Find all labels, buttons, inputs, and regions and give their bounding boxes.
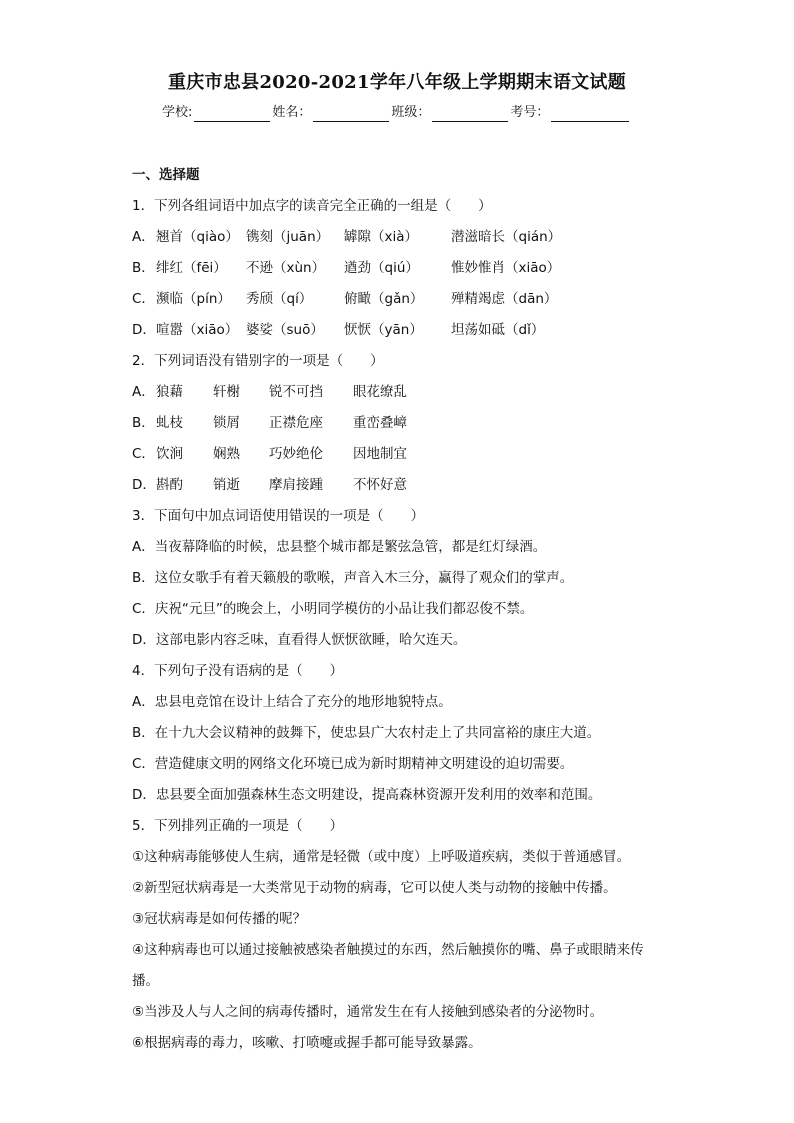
questions bbox=[132, 191, 672, 1059]
question-5-stem: 5．下列排列正确的一项是（ ） bbox=[132, 818, 344, 834]
option-letter: C． bbox=[132, 291, 155, 307]
option-item: 喧嚣（xiāo） bbox=[156, 322, 239, 338]
question-1-option-b bbox=[132, 253, 672, 284]
question-2-option-d bbox=[132, 470, 672, 501]
option-letter: A． bbox=[132, 384, 155, 400]
question-2-option-b bbox=[132, 408, 672, 439]
option-letter: A． bbox=[132, 229, 155, 245]
question-3-option-c: C．庆祝“元旦”的晚会上，小明同学模仿的小品让我们都忍俊不禁。 bbox=[132, 601, 534, 617]
option-letter: D． bbox=[132, 322, 156, 338]
question-5-line-5: ⑤当涉及人与人之间的病毒传播时，通常发生在有人接触到感染者的分泌物时。 bbox=[132, 1004, 604, 1020]
option-item: 婆娑（suō） bbox=[246, 322, 324, 338]
option-item: 正襟危座 bbox=[269, 415, 323, 431]
option-letter: D． bbox=[132, 477, 156, 493]
question-1-stem: 1．下列各组词语中加点字的读音完全正确的一组是（ ） bbox=[132, 198, 492, 214]
option-item: 虬枝 bbox=[156, 415, 183, 431]
section-title: 一、选择题 bbox=[132, 167, 200, 183]
option-item: 恹恹（yān） bbox=[344, 322, 423, 338]
question-5-line-4-cont: 播。 bbox=[132, 973, 159, 989]
option-item: 镌刻（juān） bbox=[246, 229, 330, 245]
question-5-line-1: ①这种病毒能够使人生病，通常是轻微（或中度）上呼吸道疾病，类似于普通感冒。 bbox=[132, 849, 631, 865]
option-item: 摩肩接踵 bbox=[269, 477, 323, 493]
question-5-line-3: ③冠状病毒是如何传播的呢？ bbox=[132, 911, 307, 927]
option-item: 坦荡如砥（dǐ） bbox=[451, 322, 545, 338]
option-letter: B． bbox=[132, 260, 155, 276]
option-item: 锐不可挡 bbox=[269, 384, 323, 400]
question-5-line-6: ⑥根据病毒的毒力，咳嗽、打喷嚏或握手都可能导致暴露。 bbox=[132, 1035, 482, 1051]
question-3-option-b: B．这位女歌手有着天籁般的歌喉，声音入木三分，赢得了观众们的掌声。 bbox=[132, 570, 574, 586]
exam-number-label: 考号： bbox=[510, 105, 550, 120]
option-item: 不怀好意 bbox=[353, 477, 407, 493]
option-item: 眼花缭乱 bbox=[353, 384, 407, 400]
question-5-line-2: ②新型冠状病毒是一大类常见于动物的病毒，它可以使人类与动物的接触中传播。 bbox=[132, 880, 617, 896]
question-2-option-a bbox=[132, 377, 672, 408]
option-item: 巧妙绝伦 bbox=[269, 446, 323, 462]
option-item: 罅隙（xià） bbox=[344, 229, 419, 245]
option-item: 濒临（pín） bbox=[156, 291, 231, 307]
option-item: 翘首（qiào） bbox=[156, 229, 239, 245]
name-blank bbox=[313, 107, 389, 122]
student-info-line bbox=[162, 104, 631, 122]
option-letter: B． bbox=[132, 415, 155, 431]
option-item: 惟妙惟肖（xiāo） bbox=[451, 260, 561, 276]
question-3-stem: 3．下面句中加点词语使用错误的一项是（ ） bbox=[132, 508, 425, 524]
exam-title: 重庆市忠县2020-2021学年八年级上学期期末语文试题 bbox=[167, 72, 627, 93]
class-blank bbox=[432, 107, 508, 122]
option-item: 斟酌 bbox=[156, 477, 183, 493]
question-4-option-d: D．忠县要全面加强森林生态文明建设，提高森林资源开发利用的效率和范围。 bbox=[132, 787, 602, 803]
question-1-option-c bbox=[132, 284, 672, 315]
option-item: 轩榭 bbox=[213, 384, 240, 400]
option-item: 销逝 bbox=[213, 477, 240, 493]
school-blank bbox=[194, 107, 270, 122]
exam-number-blank bbox=[551, 107, 629, 122]
question-4-option-b: B．在十九大会议精神的鼓舞下，使忠县广大农村走上了共同富裕的康庄大道。 bbox=[132, 725, 601, 741]
question-4-option-a: A．忠县电竞馆在设计上结合了充分的地形地貌特点。 bbox=[132, 694, 452, 710]
question-1-option-a bbox=[132, 222, 672, 253]
class-label: 班级： bbox=[391, 105, 431, 120]
option-item: 娴熟 bbox=[213, 446, 240, 462]
question-2-stem: 2．下列词语没有错别字的一项是（ ） bbox=[132, 353, 384, 369]
question-3-option-d: D．这部电影内容乏味，直看得人恹恹欲睡，哈欠连天。 bbox=[132, 632, 467, 648]
question-1-option-d bbox=[132, 315, 672, 346]
option-item: 殚精竭虑（dān） bbox=[451, 291, 558, 307]
option-item: 遒劲（qiú） bbox=[344, 260, 419, 276]
option-item: 俯瞰（gǎn） bbox=[344, 291, 424, 307]
school-label: 学校: bbox=[162, 105, 193, 120]
name-label: 姓名： bbox=[272, 105, 312, 120]
option-item: 重峦叠嶂 bbox=[353, 415, 407, 431]
question-3-option-a: A．当夜幕降临的时候，忠县整个城市都是繁弦急管，都是红灯绿酒。 bbox=[132, 539, 547, 555]
option-item: 不逊（xùn） bbox=[246, 260, 326, 276]
option-item: 饮涧 bbox=[156, 446, 183, 462]
option-item: 狼藉 bbox=[156, 384, 183, 400]
option-letter: C． bbox=[132, 446, 155, 462]
option-item: 秀颀（qí） bbox=[246, 291, 313, 307]
option-item: 因地制宜 bbox=[353, 446, 407, 462]
question-4-option-c: C．营造健康文明的网络文化环境已成为新时期精神文明建设的迫切需要。 bbox=[132, 756, 574, 772]
option-item: 潜滋暗长（qián） bbox=[451, 229, 562, 245]
option-item: 绯红（fēi） bbox=[156, 260, 227, 276]
question-2-option-c bbox=[132, 439, 672, 470]
question-4-stem: 4．下列句子没有语病的是（ ） bbox=[132, 663, 344, 679]
option-item: 锁屑 bbox=[213, 415, 240, 431]
question-5-line-4: ④这种病毒也可以通过接触被感染者触摸过的东西，然后触摸你的嘴、鼻子或眼睛来传 bbox=[132, 942, 644, 958]
